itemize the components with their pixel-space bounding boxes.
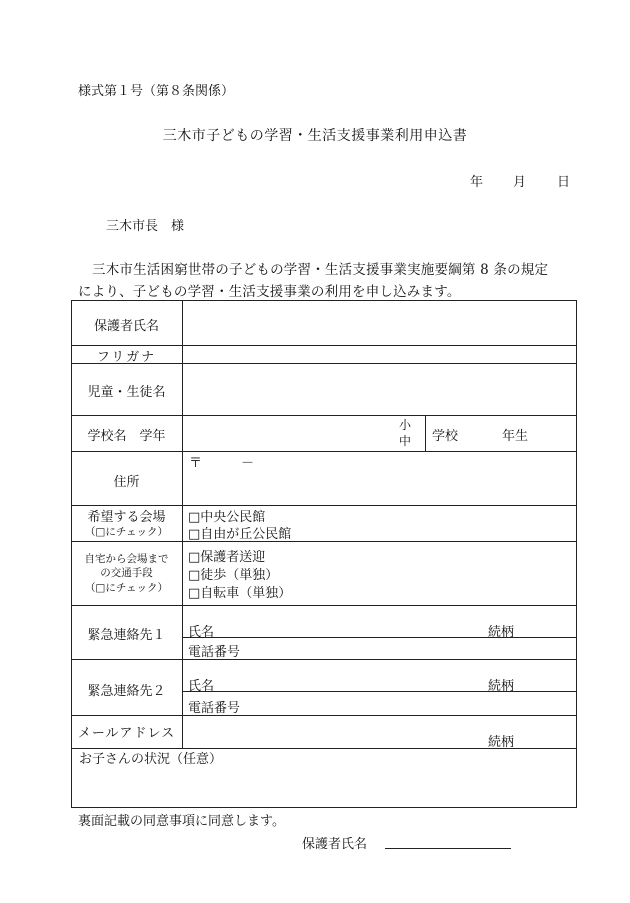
guardian-name-label: 保護者氏名 [93, 319, 159, 334]
guardian-name-field[interactable] [183, 301, 576, 345]
address-label: 住所 [113, 475, 140, 490]
school-grade-label: 学校名 学年 [87, 429, 166, 444]
school-type-divider [425, 415, 426, 451]
application-form-table [71, 300, 577, 808]
emergency-contact-2-label: 緊急連絡先２ [87, 684, 166, 699]
intro-line-1: 三木市生活困窮世帯の子どもの学習・生活支援事業実施要綱第 8 条の規定 [92, 262, 549, 278]
transport-label-line-2: の交通手段 [100, 567, 153, 579]
address-field[interactable] [183, 470, 576, 505]
transport-label-line-1: 自宅から会場まで [84, 553, 169, 565]
emergency-1-phone-label: 電話番号 [188, 645, 241, 660]
email-relation-label: 続柄 [488, 735, 515, 750]
date-month: 月 [513, 175, 527, 190]
row-sep-sub [182, 691, 577, 692]
border-right [576, 300, 577, 808]
form-title: 三木市子どもの学習・生活支援事業利用申込書 [162, 128, 468, 144]
child-status-field[interactable] [72, 766, 576, 806]
transport-option-guardian[interactable]: □保護者送迎 [188, 550, 266, 565]
row-sep [71, 659, 577, 660]
border-bottom [71, 807, 577, 808]
transport-option-bicycle[interactable]: □自転車（単独） [188, 586, 292, 601]
grade-field[interactable] [461, 416, 501, 451]
grade-suffix: 年生 [502, 429, 529, 444]
venue-hint: （□にチェック） [84, 526, 169, 538]
school-type-junior-high[interactable]: 中 [399, 434, 412, 448]
addressee: 三木市長 様 [106, 219, 185, 234]
emergency-2-name-label: 氏名 [188, 679, 215, 694]
intro-paragraph [78, 259, 575, 303]
form-reference: 様式第１号（第８条関係） [78, 84, 235, 99]
emergency-2-relation-label: 続柄 [488, 679, 515, 694]
postal-code-field[interactable]: 〒 － [189, 456, 255, 471]
emergency-2-phone-label: 電話番号 [188, 701, 241, 716]
venue-label: 希望する会場 [87, 510, 166, 525]
transport-option-walk[interactable]: □徒歩（単独） [188, 568, 279, 583]
venue-option-jiyugaoka[interactable]: □自由が丘公民館 [188, 527, 292, 542]
emergency-1-relation-label: 続柄 [488, 625, 515, 640]
email-label: メールアドレス [77, 726, 176, 741]
emergency-1-name-label: 氏名 [188, 625, 215, 640]
row-sep [71, 541, 577, 542]
school-name-field[interactable] [183, 416, 393, 451]
furigana-label: フリガナ [96, 350, 157, 365]
signer-label: 保護者氏名 [302, 837, 368, 852]
emergency-contact-1-label: 緊急連絡先１ [87, 628, 166, 643]
school-type-elementary[interactable]: 小 [399, 418, 412, 432]
furigana-field[interactable] [183, 346, 576, 363]
row-sep-sub [182, 637, 577, 638]
child-name-label: 児童・生徒名 [87, 385, 166, 400]
date-day: 日 [557, 175, 571, 190]
intro-line-2: により、子どもの学習・生活支援事業の利用を申し込みます。 [78, 284, 461, 300]
transport-hint: （□にチェック） [84, 582, 169, 594]
child-status-label: お子さんの状況（任意） [79, 752, 223, 767]
child-name-field[interactable] [183, 364, 576, 415]
row-sep [71, 605, 577, 606]
venue-option-central[interactable]: □中央公民館 [188, 510, 266, 525]
school-suffix: 学校 [432, 429, 459, 444]
signature-line[interactable] [385, 848, 511, 849]
email-field[interactable] [183, 716, 483, 748]
row-sep [71, 451, 577, 452]
date-year: 年 [470, 175, 484, 190]
consent-statement: 裏面記載の同意事項に同意します。 [78, 814, 285, 829]
